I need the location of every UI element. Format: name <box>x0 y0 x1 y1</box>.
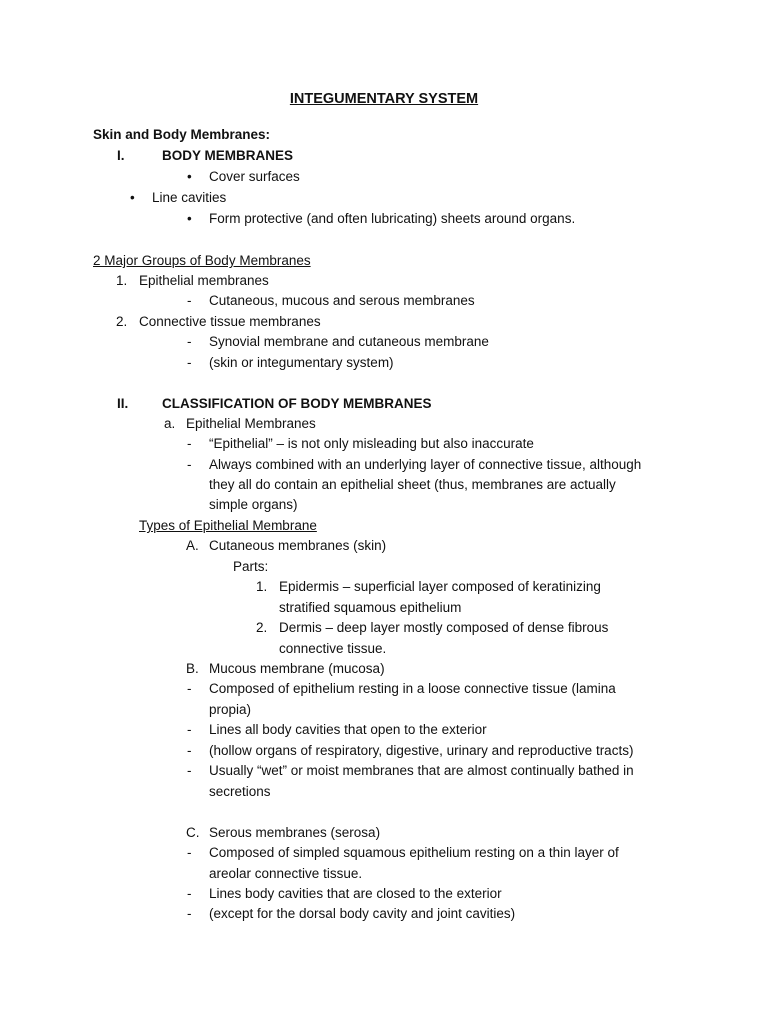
list-marker: B. <box>186 661 199 676</box>
text-line: stratified squamous epithelium <box>279 600 462 615</box>
list-marker: • <box>187 211 192 226</box>
text-line: CLASSIFICATION OF BODY MEMBRANES <box>162 396 432 411</box>
text-line: (skin or integumentary system) <box>209 355 394 370</box>
text-line: Types of Epithelial Membrane <box>139 518 317 533</box>
text-line: Dermis – deep layer mostly composed of dense fibrous <box>279 620 609 635</box>
text-line: Lines all body cavities that open to the exterior <box>209 722 487 737</box>
list-marker: I. <box>117 148 125 163</box>
list-marker: - <box>187 722 192 737</box>
list-marker: - <box>187 334 192 349</box>
list-marker: - <box>187 906 192 921</box>
document-title: INTEGUMENTARY SYSTEM <box>289 91 479 107</box>
text-line: (except for the dorsal body cavity and joint cavities) <box>209 906 516 921</box>
text-line: Form protective (and often lubricating) sheets around organs. <box>209 211 576 226</box>
text-line: 2 Major Groups of Body Membranes <box>93 253 311 268</box>
list-marker: 2. <box>116 314 128 329</box>
text-line: Serous membranes (serosa) <box>209 825 381 840</box>
text-line: Lines body cavities that are closed to the exterior <box>209 886 502 901</box>
list-marker: - <box>187 886 192 901</box>
text-line: Connective tissue membranes <box>139 314 321 329</box>
list-marker: 1. <box>256 579 268 594</box>
text-line: Epithelial membranes <box>139 273 269 288</box>
text-line: Epithelial Membranes <box>186 416 316 431</box>
list-marker: - <box>187 845 192 860</box>
text-line: areolar connective tissue. <box>209 866 363 881</box>
text-line: Composed of simpled squamous epithelium resting on a thin layer of <box>209 845 619 860</box>
text-line: they all do contain an epithelial sheet (thus, membranes are actually <box>209 477 616 492</box>
list-marker: • <box>187 169 192 184</box>
list-marker: - <box>187 743 192 758</box>
text-line: propia) <box>209 702 252 717</box>
list-marker: A. <box>186 538 199 553</box>
text-line: “Epithelial” – is not only misleading but also inaccurate <box>209 436 534 451</box>
text-line: Always combined with an underlying layer of connective tissue, although <box>209 457 642 472</box>
list-marker: II. <box>117 396 129 411</box>
text-line: BODY MEMBRANES <box>162 148 294 163</box>
text-line: Mucous membrane (mucosa) <box>209 661 385 676</box>
text-line: Cutaneous, mucous and serous membranes <box>209 293 475 308</box>
list-marker: - <box>187 681 192 696</box>
text-line: Cover surfaces <box>209 169 300 184</box>
text-line: Parts: <box>233 559 269 574</box>
text-line: Skin and Body Membranes: <box>93 127 271 142</box>
list-marker: - <box>187 763 192 778</box>
list-marker: 2. <box>256 620 268 635</box>
text-line: simple organs) <box>209 497 298 512</box>
text-line: Composed of epithelium resting in a loose connective tissue (lamina <box>209 681 616 696</box>
list-marker: - <box>187 457 192 472</box>
list-marker: C. <box>186 825 200 840</box>
list-marker: - <box>187 436 192 451</box>
list-marker: • <box>130 190 135 205</box>
text-line: connective tissue. <box>279 641 387 656</box>
text-line: (hollow organs of respiratory, digestive, urinary and reproductive tracts) <box>209 743 634 758</box>
list-marker: 1. <box>116 273 128 288</box>
list-marker: a. <box>164 416 176 431</box>
text-line: secretions <box>209 784 271 799</box>
text-line: Cutaneous membranes (skin) <box>209 538 387 553</box>
list-marker: - <box>187 293 192 308</box>
text-line: Usually “wet” or moist membranes that are almost continually bathed in <box>209 763 634 778</box>
text-line: Epidermis – superficial layer composed of keratinizing <box>279 579 601 594</box>
text-line: Synovial membrane and cutaneous membrane <box>209 334 489 349</box>
text-line: Line cavities <box>152 190 227 205</box>
list-marker: - <box>187 355 192 370</box>
